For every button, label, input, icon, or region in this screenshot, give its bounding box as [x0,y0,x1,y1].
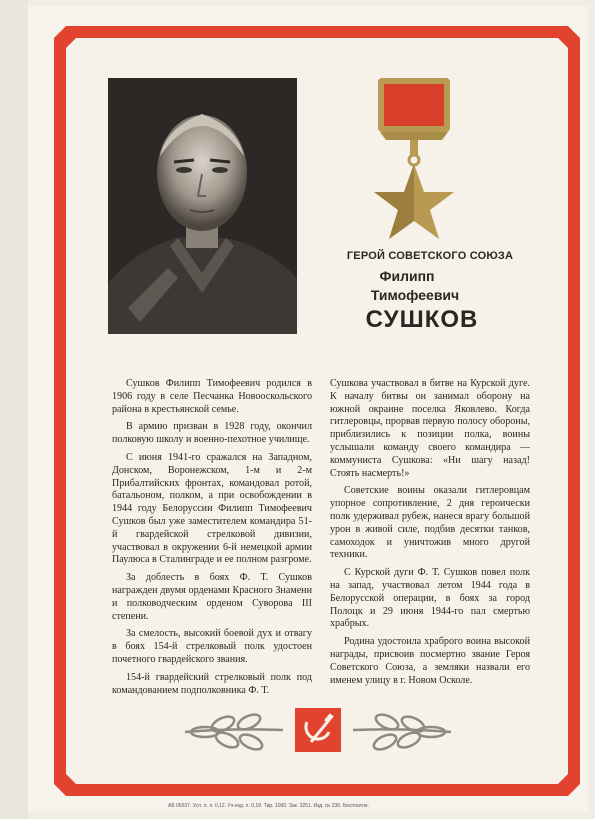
biography-left-column [112,378,312,702]
paragraph: С Курской дуги Ф. Т. Сушков повел полк на запад, участвовал летом 1944 года в Белорусской операции, в боях за город Полоцк и 29 июня 1944-го пал смертью храбрых. [330,567,530,630]
paragraph: Родина удостоила храброго воина высокой награды, присвоив посмертно звание Героя Советского Союза, а земляки назвали его именем улицу в г. Новом Осколе. [330,636,530,686]
paragraph: 154-й гвардейский стрелковый полк под командованием подполковника Ф. Т. [112,671,312,696]
paragraph: В армию призван в 1928 году, окончил полковую школу и военно-пехотное училище. [112,421,312,446]
patronymic: Тимофеевич [370,287,460,303]
hammer-sickle-icon [295,708,341,752]
paragraph: Сушкова участвовал в битве на Курской дуге. К началу битвы он занимал оборону на южной окраине поселка Яковлево. Когда гитлеровцы, прорвав первую полосу обороны, приблизились к позиции полка, воины услышали команду своего командира — коммуниста Сушкова: «Ни шагу назад! Стоять насмерть!» [330,378,530,479]
hero-title: ГЕРОЙ СОВЕТСКОГО СОЮЗА [346,250,514,262]
first-name: Филипп [379,268,435,284]
gold-star-medal-icon [368,76,460,246]
paragraph: Сушков Филипп Тимофеевич родился в 1906 году в селе Песчанка Новооскольского района в крестьянской семье. [112,378,312,415]
paragraph: За доблесть в боях Ф. Т. Сушков награжден двумя орденами Красного Знамени и полководческим орденом Суворова III степени. [112,572,312,622]
surname: СУШКОВ [365,306,479,333]
scan-edge [0,0,28,819]
paragraph: Советские воины оказали гитлеровцам упорное сопротивление, 2 дня героически полк удерживал рубеж, нанеся врагу большой урон в живой силе, подбив десятки танков, самоходок и уничтожив много другой техники. [330,485,530,561]
biography-right-column [330,378,530,692]
paragraph: За смелость, высокий боевой дух и отвагу в боях 154-й стрелковый полк удостоен почетного гвардейского звания. [112,628,312,665]
portrait-photo [108,78,297,334]
print-imprint: АБ 06537. Усл. п. л. 0,12. Уч-изд. л. 0,18. Тир. 1000. Зак. 3251. Изд. № 236. Бесплатно. [168,803,369,809]
laurel-ornament [183,702,453,756]
portrait-illustration [108,78,297,334]
paragraph: С июня 1941-го сражался на Западном, Донском, Воронежском, 1-м и 2-м Прибалтийских фронтах, командовал ротой, батальоном, полком, а при освобождении в 1944 году Белоруссии Филипп Тимофеевич Сушков был уже заместителем командира 51-й гвардейской стрелковой дивизии, участвовал в окружении 6-й немецкой армии Паулюса в Сталинграде и ее полном разгроме. [112,451,312,566]
